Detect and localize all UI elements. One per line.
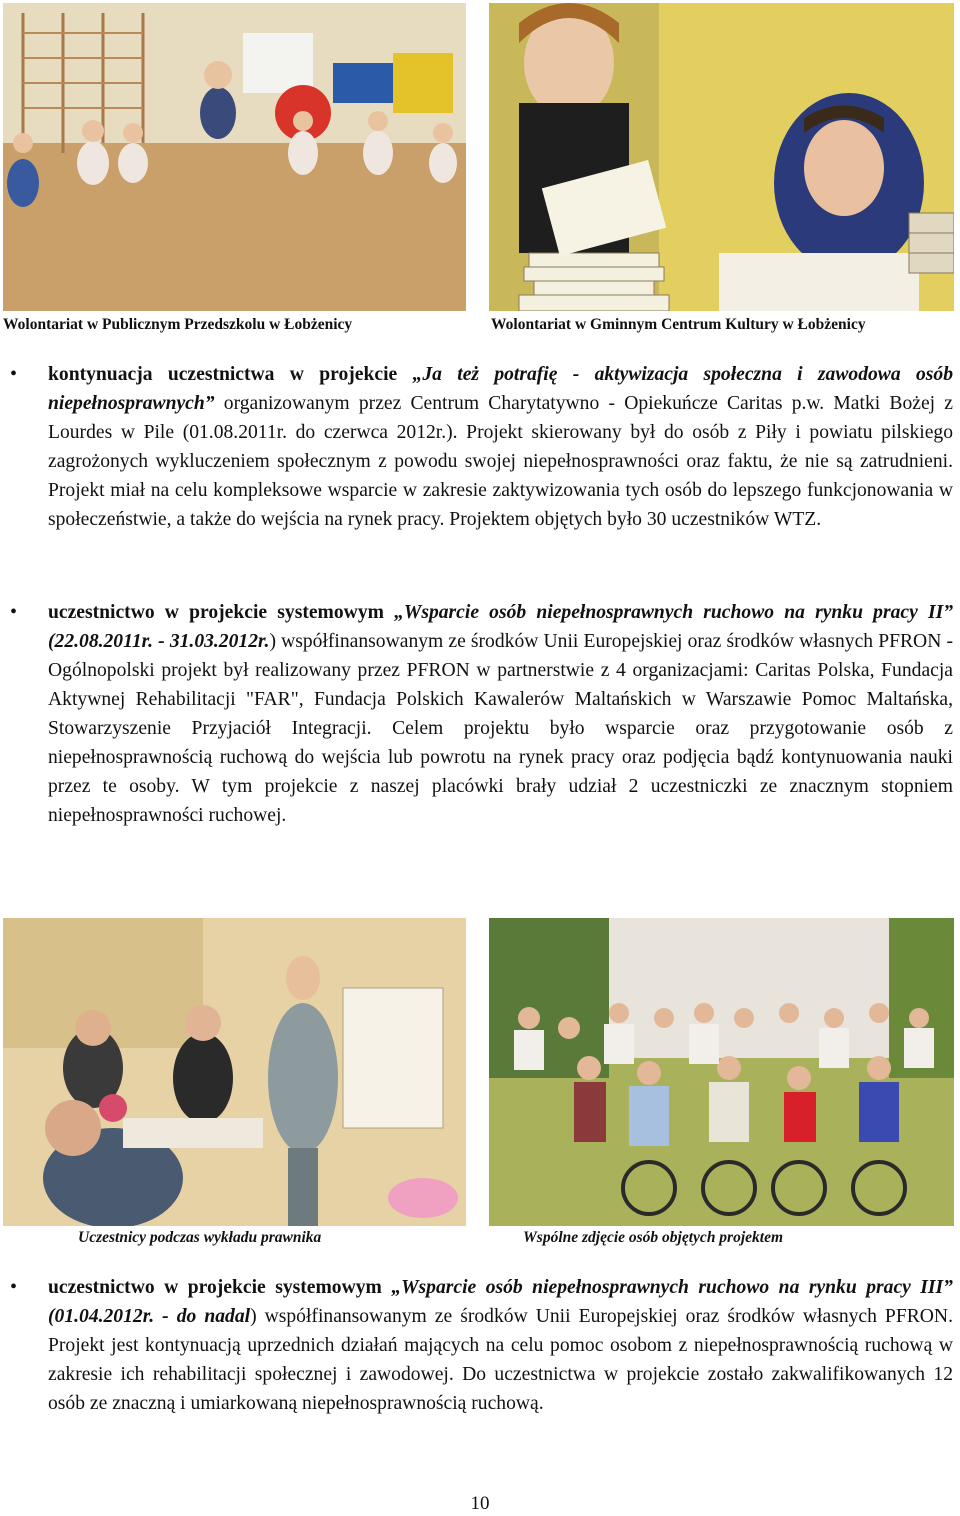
caption-preschool: Wolontariat w Publicznym Przedszkolu w Łobżenicy bbox=[3, 316, 353, 333]
bullet-dot: • bbox=[10, 1276, 18, 1298]
bullet-item-3 bbox=[10, 1273, 953, 1418]
group-photo-illustration bbox=[489, 918, 954, 1226]
bullet-1-text: organizowanym przez Centrum Charytatywno - Opiekuńcze Caritas p.w. Matki Bożej z Lourdes w Pile (01.08.2011r. do czerwca 2012r.). Projekt skierowany był do osób z Piły i powiatu pilskiego zagrożonych wykluczeniem społecznym z powodu swojej niepełnosprawności oraz faktu, że nie są zatrudnieni. Projekt miał na celu kompleksowe wsparcie w zakresie zaktywizowania tych osób do lepszego funkcjonowania w społeczeństwie, a także do wejścia na rynek pracy. Projektem objętych było 30 uczestników WTZ. bbox=[48, 393, 953, 530]
photo-preschool-volunteering bbox=[3, 3, 466, 311]
page-number: 10 bbox=[470, 1493, 490, 1514]
preschool-photo-illustration bbox=[3, 3, 466, 311]
lecture-photo-illustration bbox=[3, 918, 466, 1226]
caption-group: Wspólne zdjęcie osób objętych projektem bbox=[523, 1229, 784, 1246]
bullet-dot: • bbox=[10, 601, 18, 623]
photo-culture-center-volunteering bbox=[489, 3, 954, 311]
bullet-1-lead: kontynuacja uczestnictwa w projekcie bbox=[48, 364, 413, 385]
bullet-dot: • bbox=[10, 363, 18, 385]
caption-lecture: Uczestnicy podczas wykładu prawnika bbox=[78, 1229, 322, 1246]
photo-lecture bbox=[3, 918, 466, 1226]
bullet-item-1 bbox=[10, 360, 953, 534]
bullet-item-2 bbox=[10, 598, 954, 830]
bullet-2-text: ) współfinansowanym ze środków Unii Europejskiej oraz środków własnych PFRON - Ogólnopolski projekt był realizowany przez PFRON w partnerstwie z 4 organizacjami: Caritas Polska, Fundacja Aktywnej Rehabilitacji "FAR", Fundacja Polskich Kawalerów Maltańskich w Warszawie Pomoc Maltańska, Stowarzyszenie Przyjaciół Integracji. Celem projektu było wsparcie oraz przygotowanie osób z niepełnosprawnością ruchową do wejścia lub powrotu na rynek pracy oraz podjęcia bądź kontynuowania nauki przez te osoby. W tym projekcie z naszej placówki brały udział 2 uczestniczki ze znacznym stopniem niepełnosprawności ruchowej. bbox=[48, 631, 954, 826]
bullet-1-title: „Ja też potrafię - aktywizacja społeczna i zawodowa osób niepełnosprawnych” bbox=[48, 364, 953, 414]
culture-center-photo-illustration bbox=[489, 3, 954, 311]
bullet-3-text: ) współfinansowanym ze środków Unii Europejskiej oraz środków własnych PFRON. Projekt jest kontynuacją uprzednich działań mających na celu pomoc osobom z niepełnosprawnością ruchową w zakresie ich rehabilitacji społecznej i zawodowej. Do uczestnictwa w projekcie zostało zakwalifikowanych 12 osób ze znaczną i umiarkowaną niepełnosprawnością ruchową. bbox=[48, 1306, 953, 1414]
caption-culture-center: Wolontariat w Gminnym Centrum Kultury w Łobżenicy bbox=[491, 316, 866, 333]
bullet-2-lead: uczestnictwo w projekcie systemowym bbox=[48, 602, 395, 623]
photo-group bbox=[489, 918, 954, 1226]
bullet-3-title: „Wsparcie osób niepełnosprawnych ruchowo na rynku pracy III” (01.04.2012r. - do nadal bbox=[48, 1277, 953, 1327]
bullet-3-lead: uczestnictwo w projekcie systemowym bbox=[48, 1277, 392, 1298]
bullet-2-title: „Wsparcie osób niepełnosprawnych ruchowo na rynku pracy II” (22.08.2011r. - 31.03.2012r. bbox=[48, 602, 953, 652]
